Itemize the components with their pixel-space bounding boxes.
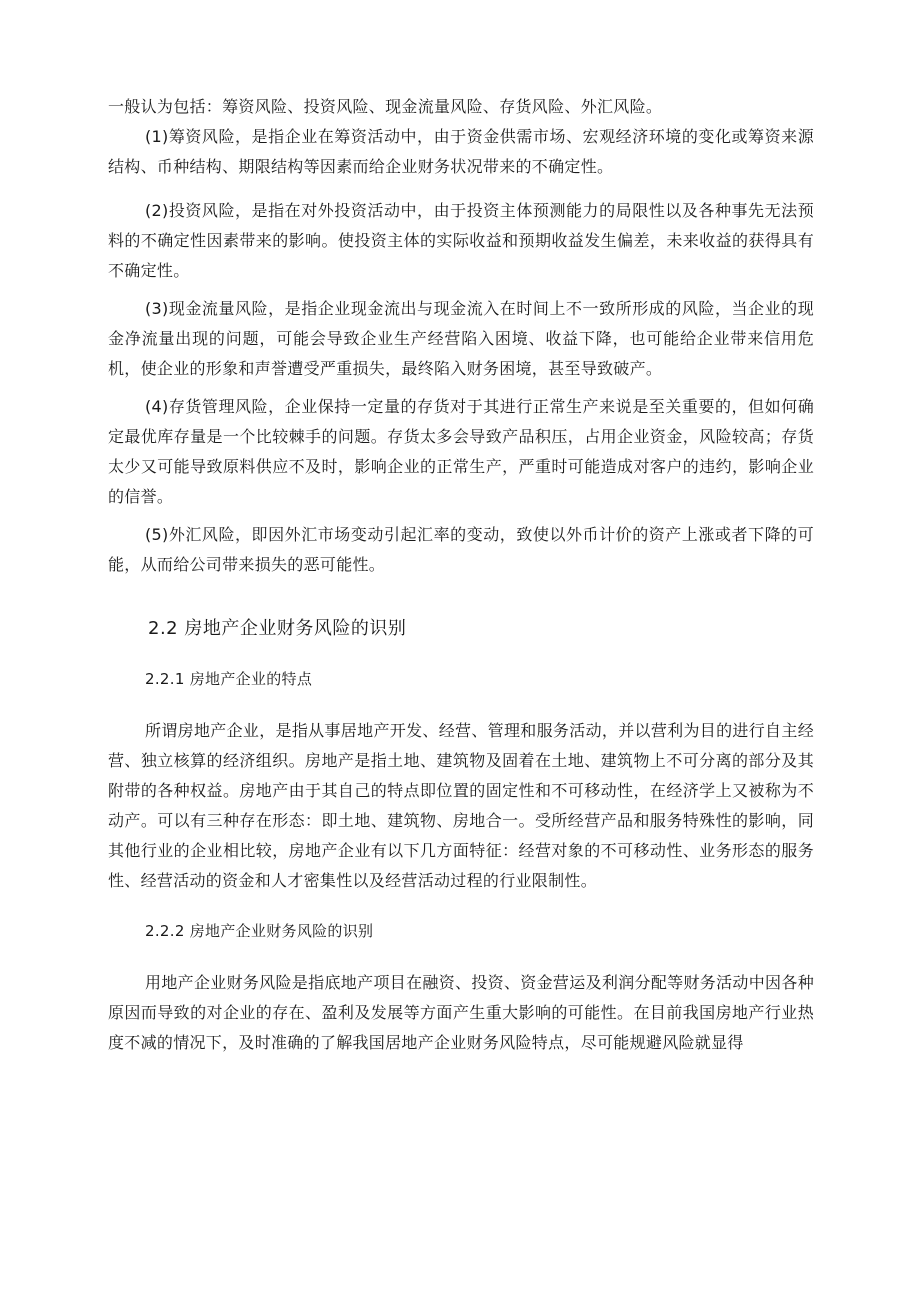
intro-paragraph: 一般认为包括：筹资风险、投资风险、现金流量风险、存货风险、外汇风险。 bbox=[108, 97, 663, 116]
item-forex-risk: (5)外汇风险，即因外汇市场变动引起汇率的变动，致使以外币计价的资产上涨或者下降的可能，从而给公司带来损失的恶可能性。 bbox=[108, 525, 814, 574]
document-page bbox=[108, 92, 814, 1058]
section-heading-2-2-2: 2.2.2 房地产企业财务风险的识别 bbox=[145, 922, 374, 940]
section-2-2-1-body: 所谓房地产企业，是指从事居地产开发、经营、管理和服务活动，并以营利为目的进行自主经营、独立核算的经济组织。房地产是指土地、建筑物及固着在土地、建筑物上不可分离的部分及其附带的各种权益。房地产由于其自己的特点即位置的固定性和不可移动性，在经济学上又被称为不动产。可以有三种存在形态：即土地、建筑物、房地合一。受所经营产品和服务特殊性的影响，同其他行业的企业相比较，房地产企业有以下几方面特征：经营对象的不可移动性、业务形态的服务性、经营活动的资金和人才密集性以及经营活动过程的行业限制性。 bbox=[108, 721, 814, 890]
item-inventory-risk: (4)存货管理风险，企业保持一定量的存货对于其进行正常生产来说是至关重要的，但如何确定最优库存量是一个比较棘手的问题。存货太多会导致产品积压，占用企业资金，风险较高；存货太少又可能导致原料供应不及时，影响企业的正常生产，严重时可能造成对客户的违约，影响企业的信誉。 bbox=[108, 397, 814, 506]
section-heading-2-2: 2.2 房地产企业财务风险的识别 bbox=[148, 618, 407, 639]
item-investment-risk: (2)投资风险，是指在对外投资活动中，由于投资主体预测能力的局限性以及各种事先无法预料的不确定性因素带来的影响。使投资主体的实际收益和预期收益发生偏差，未来收益的获得具有不确定性。 bbox=[108, 201, 814, 280]
section-2-2-2-body: 用地产企业财务风险是指底地产项目在融资、投资、资金营运及利润分配等财务活动中因各种原因而导致的对企业的存在、盈利及发展等方面产生重大影响的可能性。在目前我国房地产行业热度不减的情况下，及时准确的了解我国居地产企业财务风险特点，尽可能规避风险就显得 bbox=[108, 973, 814, 1052]
item-cashflow-risk: (3)现金流量风险，是指企业现金流出与现金流入在时间上不一致所形成的风险，当企业的现金净流量出现的问题，可能会导致企业生产经营陷入困境、收益下降，也可能给企业带来信用危机，使企业的形象和声誉遭受严重损失，最终陷入财务困境，甚至导致破产。 bbox=[108, 299, 814, 378]
item-financing-risk: (1)筹资风险，是指企业在筹资活动中，由于资金供需市场、宏观经济环境的变化或筹资来源结构、币种结构、期限结构等因素而给企业财务状况带来的不确定性。 bbox=[108, 127, 814, 176]
section-heading-2-2-1: 2.2.1 房地产企业的特点 bbox=[145, 670, 313, 688]
